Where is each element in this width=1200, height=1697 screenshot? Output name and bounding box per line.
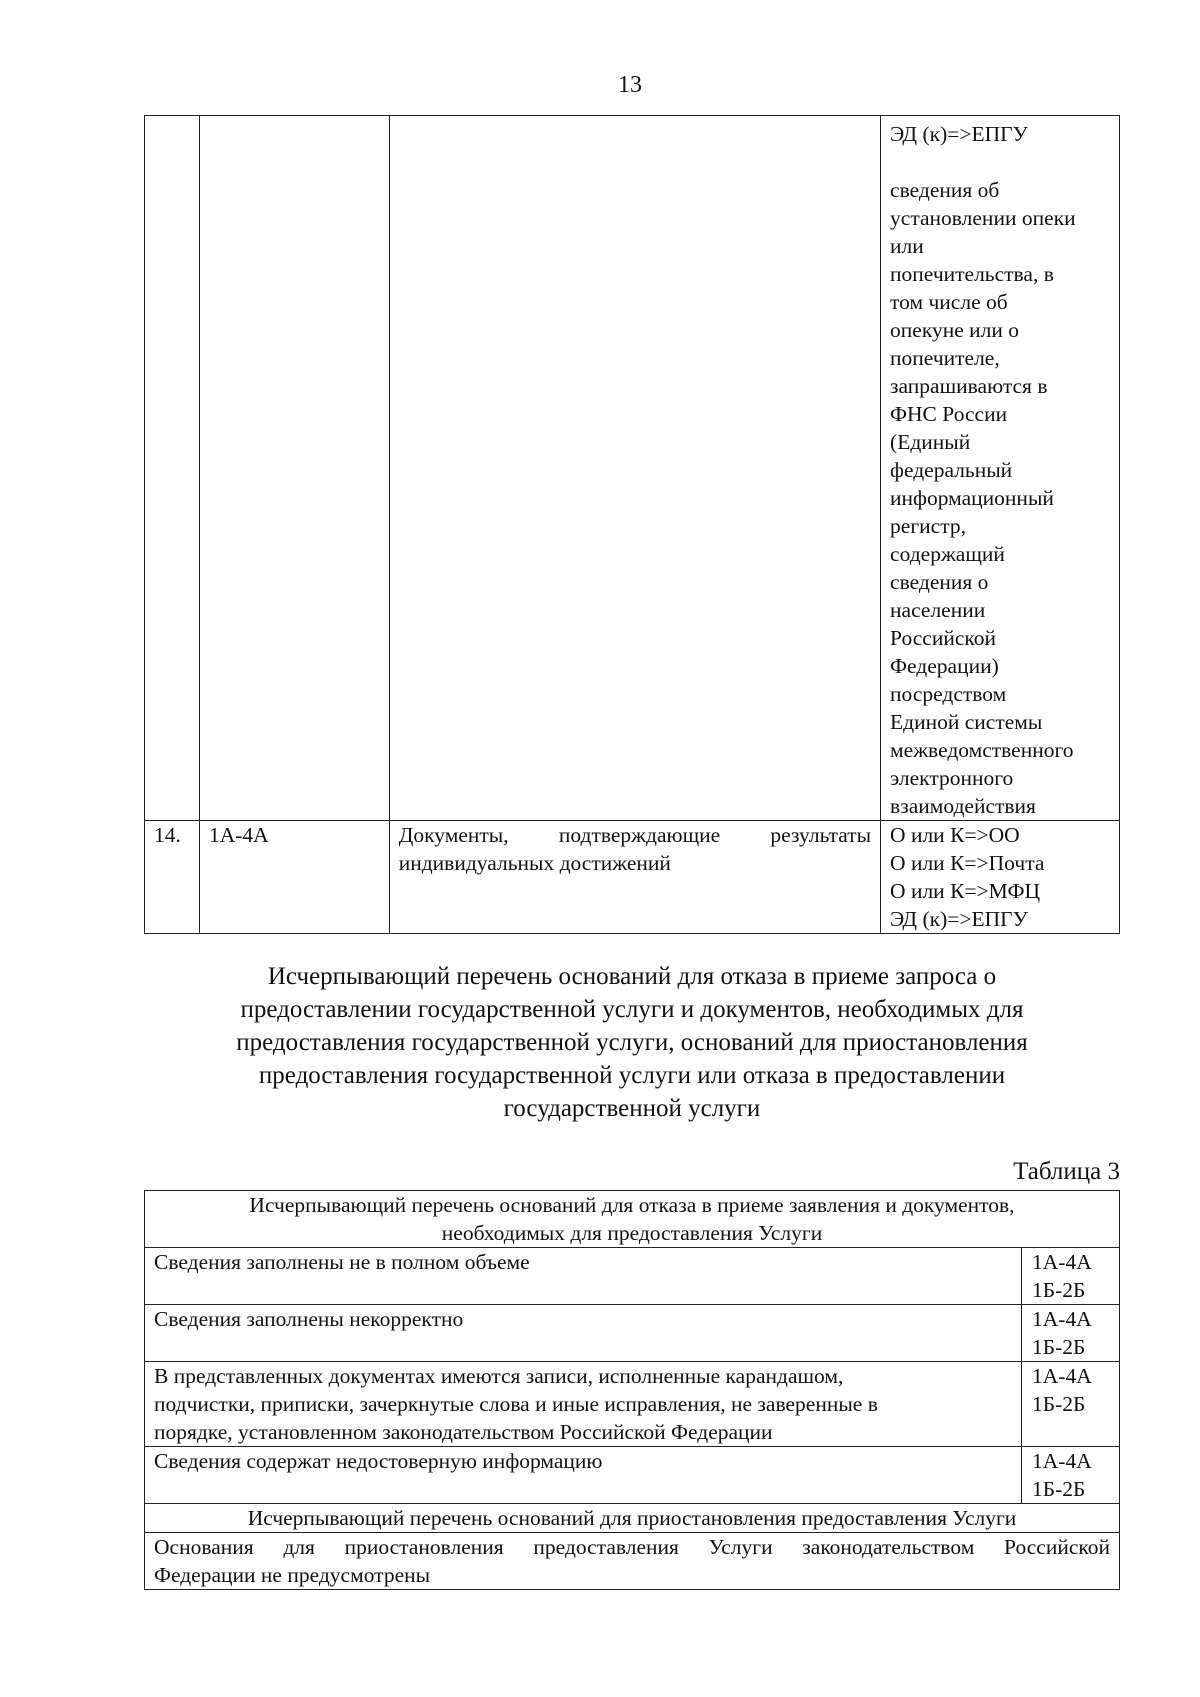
table-caption: Таблица 3 — [1013, 1158, 1120, 1185]
header-line: Исчерпывающий перечень оснований для отказа в приеме заявления и документов, — [249, 1193, 1015, 1217]
text-line: Федерации не предусмотрены — [154, 1563, 431, 1587]
ground-codes — [1022, 1362, 1120, 1447]
text-line: опекуне или о — [890, 318, 1020, 342]
text-line: посредством — [890, 682, 1007, 706]
page-number: 13 — [618, 72, 642, 98]
text-line: подчистки, приписки, зачеркнутые слова и иные исправления, не заверенные в — [154, 1392, 878, 1416]
text-line: (Единый — [890, 430, 971, 454]
text-line: федеральный — [890, 458, 1013, 482]
channel-line: О или К=>МФЦ — [890, 879, 1041, 903]
text-line: сведения о — [890, 570, 989, 594]
ground-text: Сведения заполнены некорректно — [145, 1305, 1022, 1362]
ground-text — [145, 1362, 1022, 1447]
text-line: запрашиваются в — [890, 374, 1048, 398]
text-line: Федерации) — [890, 654, 999, 678]
code-line: 1Б-2Б — [1032, 1477, 1086, 1501]
text-line: взаимодействия — [890, 794, 1036, 818]
cell-document — [389, 116, 880, 821]
row-code: 1А-4А — [199, 821, 389, 934]
info-source-text — [890, 176, 1110, 820]
ground-codes — [1022, 1447, 1120, 1504]
cell-code — [199, 116, 389, 821]
section-heading — [144, 960, 1120, 1125]
ground-codes — [1022, 1248, 1120, 1305]
table-row — [145, 1305, 1120, 1362]
text-line: межведомственного — [890, 738, 1074, 762]
channel-line: О или К=>Почта — [890, 851, 1045, 875]
code-line: 1А-4А — [1032, 1364, 1092, 1388]
cell-channels — [881, 116, 1120, 821]
row-number: 14. — [145, 821, 200, 934]
header-line: необходимых для предоставления Услуги — [441, 1221, 823, 1245]
code-line: 1А-4А — [1032, 1250, 1092, 1274]
text-line: регистр, — [890, 514, 966, 538]
ground-codes — [1022, 1305, 1120, 1362]
table-row-continued — [145, 116, 1120, 821]
code-line: 1Б-2Б — [1032, 1392, 1086, 1416]
channel-line: О или К=>ОО — [890, 823, 1020, 847]
text-line: электронного — [890, 766, 1014, 790]
cell-number — [145, 116, 200, 821]
text-line: сведения об — [890, 178, 1000, 202]
heading-line: предоставлении государственной услуги и документов, необходимых для — [240, 996, 1024, 1023]
document-line: индивидуальных достижений — [398, 851, 671, 875]
paragraph-gap — [890, 148, 1110, 176]
channel-line: ЭД (к)=>ЕПГУ — [890, 122, 1028, 146]
code-line: 1Б-2Б — [1032, 1335, 1086, 1359]
header-refusal-grounds — [145, 1191, 1120, 1248]
ground-text: Сведения заполнены не в полном объеме — [145, 1248, 1022, 1305]
code-line: 1Б-2Б — [1032, 1278, 1086, 1302]
channel-line: ЭД (к)=>ЕПГУ — [890, 907, 1028, 931]
document-line: Документы, подтверждающие результаты — [398, 823, 872, 847]
text-line: том числе об — [890, 290, 1008, 314]
table-header-row — [145, 1191, 1120, 1248]
text-line: информационный — [890, 486, 1054, 510]
text-line: В представленных документах имеются записи, исполненные карандашом, — [154, 1364, 844, 1388]
text-line: попечителе, — [890, 346, 1000, 370]
table-row — [145, 1362, 1120, 1447]
documents-table-continuation — [144, 115, 1120, 934]
text-line: попечительства, в — [890, 262, 1054, 286]
text-line: порядке, установленном законодательством Российской Федерации — [154, 1420, 773, 1444]
table-row — [145, 1248, 1120, 1305]
ground-text: Сведения содержат недостоверную информацию — [145, 1447, 1022, 1504]
heading-line: предоставления государственной услуги или отказа в предоставлении — [258, 1062, 1006, 1089]
table-row — [145, 821, 1120, 934]
code-line: 1А-4А — [1032, 1307, 1092, 1331]
text-line: установлении опеки — [890, 206, 1076, 230]
row-channels — [881, 821, 1120, 934]
code-line: 1А-4А — [1032, 1449, 1092, 1473]
table-header-row — [145, 1504, 1120, 1533]
text-line: населении — [890, 598, 986, 622]
row-document — [389, 821, 880, 934]
heading-line: Исчерпывающий перечень оснований для отказа в приеме запроса о — [267, 963, 997, 990]
text-line: ФНС России — [890, 402, 1008, 426]
text-line: содержащий — [890, 542, 1005, 566]
suspension-text — [145, 1533, 1120, 1590]
table-row — [145, 1447, 1120, 1504]
text-line: Российской — [890, 626, 997, 650]
heading-line: государственной услуги — [503, 1095, 761, 1122]
text-line: Единой системы — [890, 710, 1043, 734]
grounds-table — [144, 1190, 1120, 1590]
text-line: или — [890, 234, 924, 258]
text-line: Основания для приостановления предоставления Услуги законодательством Российской — [154, 1535, 1110, 1559]
heading-line: предоставления государственной услуги, оснований для приостановления — [236, 1029, 1028, 1056]
table-row — [145, 1533, 1120, 1590]
header-suspension-grounds: Исчерпывающий перечень оснований для приостановления предоставления Услуги — [145, 1504, 1120, 1533]
